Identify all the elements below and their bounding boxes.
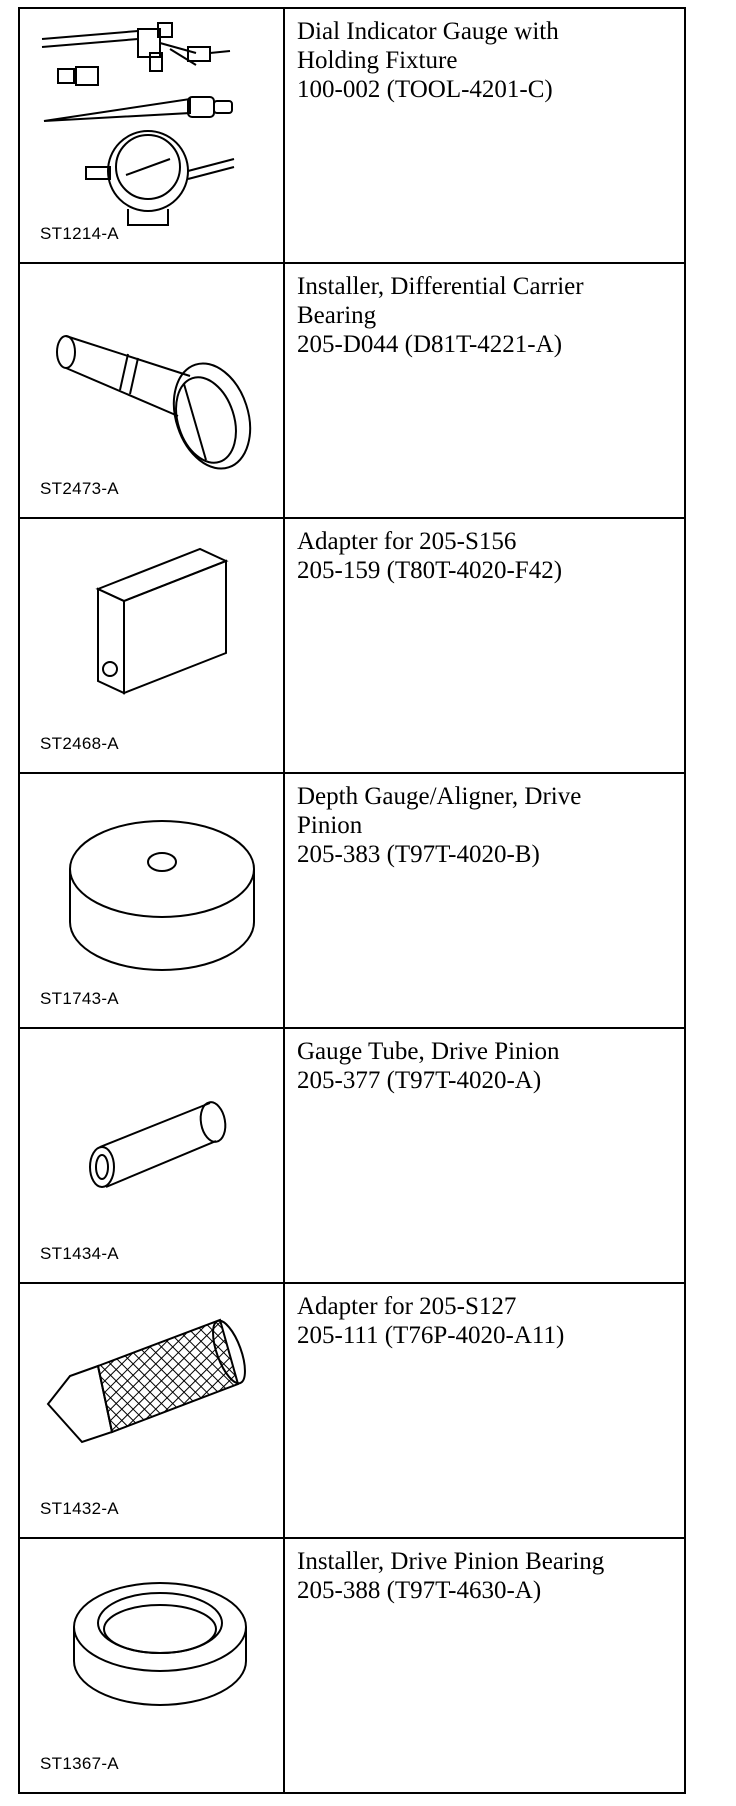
tool-illustration-cell (19, 1538, 284, 1793)
illustration-code: ST1367-A (40, 1754, 119, 1773)
table-row (19, 1538, 685, 1793)
table-row (19, 1028, 685, 1283)
tool-name-line: Installer, Drive Pinion Bearing (297, 1548, 605, 1575)
tool-number-line: 205-159 (T80T-4020-F42) (297, 557, 563, 584)
illustration-code: ST2473-A (40, 479, 119, 498)
tool-illustration-cell (19, 263, 284, 518)
tool-illustration-cell (19, 1283, 284, 1538)
bearing-installer-ring-illustration (20, 1539, 283, 1790)
tool-number-line: 100-002 (TOOL-4201-C) (297, 76, 553, 103)
tool-number-line: 205-D044 (D81T-4221-A) (297, 331, 563, 358)
tool-name-line: Depth Gauge/Aligner, Drive (297, 783, 582, 810)
tool-description-cell (284, 1028, 685, 1283)
tool-name-line: Gauge Tube, Drive Pinion (297, 1038, 560, 1065)
tool-description-cell (284, 1538, 685, 1793)
tool-name-line: Dial Indicator Gauge with (297, 18, 559, 45)
tool-number-line: 205-388 (T97T-4630-A) (297, 1577, 542, 1604)
tool-description-cell (284, 263, 685, 518)
illustration-code: ST2468-A (40, 734, 119, 753)
illustration-code: ST1434-A (40, 1244, 119, 1263)
illustration-code: ST1743-A (40, 989, 119, 1008)
dial-indicator-gauge-illustration (20, 9, 283, 260)
illustration-code: ST1214-A (40, 224, 119, 243)
tool-illustration-cell (19, 773, 284, 1028)
tool-name-line: Pinion (297, 812, 363, 839)
tool-description-cell (284, 518, 685, 773)
tool-description-cell (284, 1283, 685, 1538)
differential-bearing-installer-illustration (20, 264, 283, 515)
gauge-tube-illustration (20, 1029, 283, 1280)
tool-illustration-cell (19, 1028, 284, 1283)
table-row (19, 518, 685, 773)
special-tools-table (18, 7, 686, 1794)
tool-name-line: Bearing (297, 302, 377, 329)
tool-illustration-cell (19, 518, 284, 773)
adapter-block-illustration (20, 519, 283, 770)
knurled-adapter-illustration (20, 1284, 283, 1535)
tool-number-line: 205-377 (T97T-4020-A) (297, 1067, 542, 1094)
tool-description-cell (284, 773, 685, 1028)
tool-illustration-cell (19, 8, 284, 263)
tool-name-line: Installer, Differential Carrier (297, 273, 584, 300)
tool-number-line: 205-383 (T97T-4020-B) (297, 841, 540, 868)
tool-name-line: Adapter for 205-S156 (297, 528, 517, 555)
tool-number-line: 205-111 (T76P-4020-A11) (297, 1322, 565, 1349)
table-row (19, 263, 685, 518)
illustration-code: ST1432-A (40, 1499, 119, 1518)
table-row (19, 8, 685, 263)
depth-gauge-aligner-illustration (20, 774, 283, 1025)
tool-description-cell (284, 8, 685, 263)
table-row (19, 773, 685, 1028)
tool-name-line: Holding Fixture (297, 47, 458, 74)
tool-name-line: Adapter for 205-S127 (297, 1293, 517, 1320)
table-row (19, 1283, 685, 1538)
